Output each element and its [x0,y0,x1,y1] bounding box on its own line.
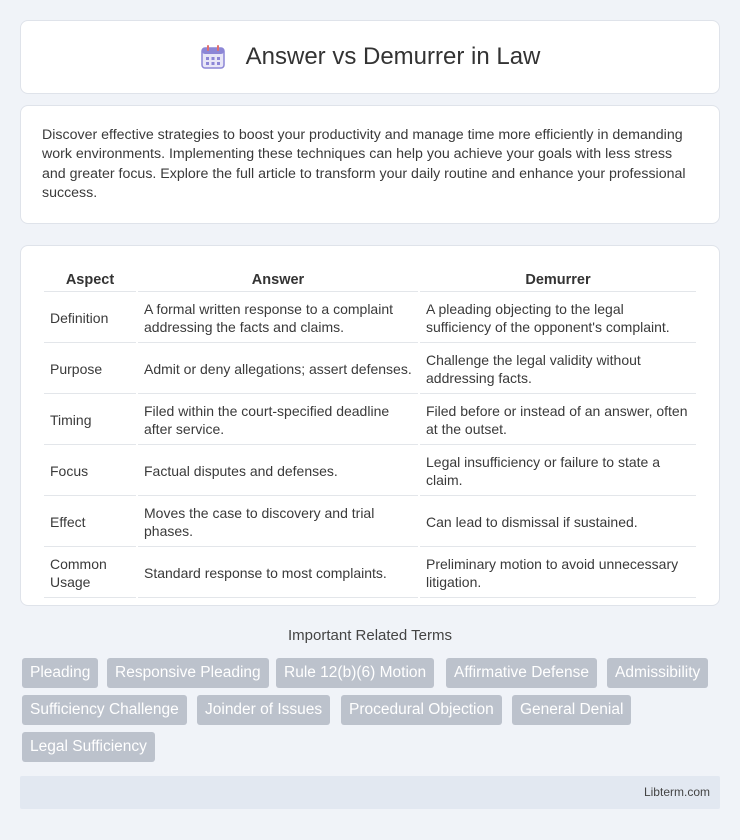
comparison-table [42,266,698,600]
table-row [44,294,696,343]
footer-link[interactable]: Libterm.com [643,785,710,799]
tag-general-denial[interactable]: General Denial [512,695,631,725]
intro-card [20,105,720,224]
cell-aspect: Definition [44,294,136,343]
cell-aspect: Common Usage [44,549,136,598]
header-card [20,20,720,94]
cell-demurrer: Challenge the legal validity without addressing facts. [420,345,696,394]
header-demurrer: Demurrer [420,268,696,292]
cell-demurrer: Filed before or instead of an answer, often at the outset. [420,396,696,445]
cell-answer: Filed within the court-specified deadline after service. [138,396,418,445]
tag-joinder-of-issues[interactable]: Joinder of Issues [197,695,330,725]
cell-aspect: Timing [44,396,136,445]
table-header-row [44,268,696,292]
cell-demurrer: Can lead to dismissal if sustained. [420,498,696,547]
table-row [44,447,696,496]
cell-aspect: Effect [44,498,136,547]
intro-text: Discover effective strategies to boost your productivity and manage time more efficiently in demanding work environments. Implementing these techniques can help you achieve your goals with less stress and greater focus. Explore the full article to transform your daily routine and enhance your professional success. [42,127,686,202]
page-title: Answer vs Demurrer in Law [245,43,541,70]
header-answer: Answer [138,268,418,292]
tag-legal-sufficiency[interactable]: Legal Sufficiency [22,732,155,762]
cell-answer: Standard response to most complaints. [138,549,418,598]
header-aspect: Aspect [44,268,136,292]
tag-admissibility[interactable]: Admissibility [607,658,708,688]
comparison-table-card [20,245,720,606]
table-row [44,345,696,394]
footer [20,776,720,809]
tag-responsive-pleading[interactable]: Responsive Pleading [107,658,269,688]
cell-answer: A formal written response to a complaint addressing the facts and claims. [138,294,418,343]
tag-affirmative-defense[interactable]: Affirmative Defense [446,658,597,688]
cell-demurrer: A pleading objecting to the legal sufficiency of the opponent's complaint. [420,294,696,343]
table-row [44,549,696,598]
table-row [44,396,696,445]
cell-aspect: Focus [44,447,136,496]
tag-pleading[interactable]: Pleading [22,658,98,688]
cell-demurrer: Preliminary motion to avoid unnecessary litigation. [420,549,696,598]
tag-sufficiency-challenge[interactable]: Sufficiency Challenge [22,695,187,725]
cell-demurrer: Legal insufficiency or failure to state a claim. [420,447,696,496]
cell-answer: Moves the case to discovery and trial phases. [138,498,418,547]
cell-answer: Admit or deny allegations; assert defenses. [138,345,418,394]
tag-procedural-objection[interactable]: Procedural Objection [341,695,502,725]
calendar-icon [200,44,226,70]
table-row [44,498,696,547]
cell-aspect: Purpose [44,345,136,394]
tag-rule-12b6-motion[interactable]: Rule 12(b)(6) Motion [276,658,434,688]
related-terms-title: Important Related Terms [288,627,452,644]
cell-answer: Factual disputes and defenses. [138,447,418,496]
